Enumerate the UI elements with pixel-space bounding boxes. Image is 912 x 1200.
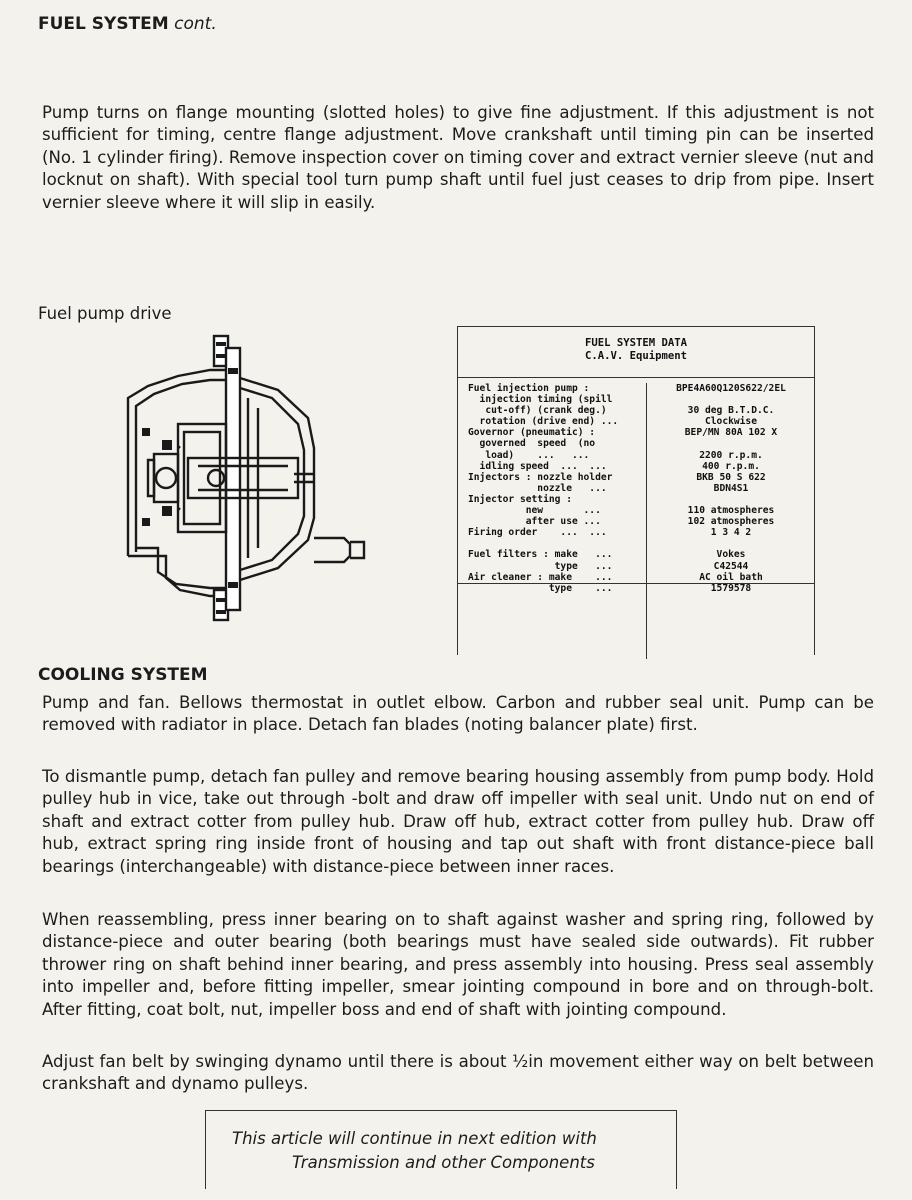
table-row-label: load) ... ... <box>468 449 590 461</box>
table-row-value: 2200 r.p.m. <box>699 449 763 461</box>
table-values <box>646 383 815 659</box>
table-row-value: AC oil bath <box>699 571 763 583</box>
table-row-label: rotation (drive end) ... <box>468 416 619 428</box>
table-subtitle: C.A.V. Equipment <box>584 350 688 362</box>
table-row-value: Clockwise <box>705 416 757 428</box>
table-row-value: 1 3 4 2 <box>710 527 752 539</box>
table-row-value: C42544 <box>713 560 749 572</box>
table-row-value: 1579578 <box>710 582 752 594</box>
table-row-value: BDN4S1 <box>713 482 749 494</box>
table-row-label <box>468 538 648 549</box>
table-row-label: new ... <box>468 505 601 517</box>
table-row-label: Injectors : nozzle holder <box>468 471 613 483</box>
table-row-label: Firing order ... ... <box>468 527 607 539</box>
cooling-paragraph-4: Adjust fan belt by swinging dynamo until there is about ½in movement either way on belt between crankshaft and dynamo pulleys. <box>42 1052 874 1094</box>
table-row-value <box>647 538 815 549</box>
fuel-system-data-table <box>457 326 815 655</box>
cooling-paragraph-3: When reassembling, press inner bearing on to shaft against washer and spring ring, followed by distance-piece and outer bearing (both bearings must have sealed side outwards). Fit rubber thrower ring on shaft behind inner bearing, and press assembly into housing. Press seal assembly into impeller and, before fitting impeller, smear jointing compound in bore and on through-bolt. After fitting, coat bolt, nut, impeller boss and end of shaft with jointing compound. <box>42 910 874 1019</box>
table-header <box>458 327 814 378</box>
fuel-system-paragraph: Pump turns on flange mounting (slotted holes) to give fine adjustment. If this adjustment is not sufficient for timing, centre flange adjustment. Move crankshaft until timing pin can be inserted (No. 1 cylinder firing). Remove inspection cover on timing cover and extract vernier sleeve (nut and locknut on shaft). With special tool turn pump shaft until fuel just ceases to drip from pipe. Insert vernier sleeve where it will slip in easily. <box>42 103 874 212</box>
table-row-value <box>647 438 815 449</box>
table-row-label: type ... <box>468 582 613 594</box>
table-row-value: BKB 50 S 622 <box>696 471 766 483</box>
table-divider <box>458 583 814 584</box>
table-row-value: 110 atmospheres <box>687 505 775 517</box>
table-title: FUEL SYSTEM DATA <box>584 337 688 349</box>
note-line-1: This article will continue in next edition with <box>232 1129 597 1148</box>
table-row-value: BPE4A60Q120S622/2EL <box>676 383 786 394</box>
figure-caption: Fuel pump drive <box>38 304 172 323</box>
table-row-label: injection timing (spill <box>468 394 613 406</box>
table-row-label: Fuel injection pump : <box>468 383 590 394</box>
table-row-label: Fuel filters : make ... <box>468 549 613 561</box>
table-row-value: 102 atmospheres <box>687 516 775 528</box>
table-row-label: Governor (pneumatic) : <box>468 427 596 439</box>
fuel-pump-drive-drawing <box>118 328 368 628</box>
table-row-label: Air cleaner : make ... <box>468 571 613 583</box>
section-header <box>38 14 217 34</box>
table-row-label: type ... <box>468 560 613 572</box>
table-row-label: governed speed (no <box>468 438 596 450</box>
table-row-label: nozzle ... <box>468 482 607 494</box>
cooling-paragraph-2: To dismantle pump, detach fan pulley and remove bearing housing assembly from pump body. Hold pulley hub in vice, take out through -bolt and draw off impeller with seal unit. Undo nut on end of shaft and extract cotter from pulley hub. Draw off hub, extract cotter from pulley hub. Draw off hub, extract spring ring inside front of housing and tap out shaft with front distance-piece ball bearings (interchangeable) with distance-piece between inner races. <box>42 767 874 876</box>
continuation-note-box <box>205 1110 677 1189</box>
table-row-value: 30 deg B.T.D.C. <box>687 405 775 417</box>
table-row-value: 400 r.p.m. <box>702 460 760 472</box>
table-row-value: Vokes <box>716 549 746 561</box>
section-cont: cont. <box>174 14 217 34</box>
note-line-2: Transmission and other Components <box>292 1153 595 1172</box>
table-row-value: BEP/MN 80A 102 X <box>684 427 778 439</box>
table-row-value <box>647 494 815 505</box>
section-title: FUEL SYSTEM <box>38 14 169 34</box>
table-row-value <box>647 394 815 405</box>
table-row-label: after use ... <box>468 516 601 528</box>
cooling-paragraph-1: Pump and fan. Bellows thermostat in outlet elbow. Carbon and rubber seal unit. Pump can be removed with radiator in place. Detach fan blades (noting balancer plate) first. <box>42 693 874 735</box>
table-row-label: Injector setting : <box>468 493 572 505</box>
table-labels <box>468 383 648 594</box>
table-row-label: idling speed ... ... <box>468 460 607 472</box>
table-row-label: cut-off) (crank deg.) <box>468 405 607 417</box>
cooling-system-title: COOLING SYSTEM <box>38 665 208 685</box>
